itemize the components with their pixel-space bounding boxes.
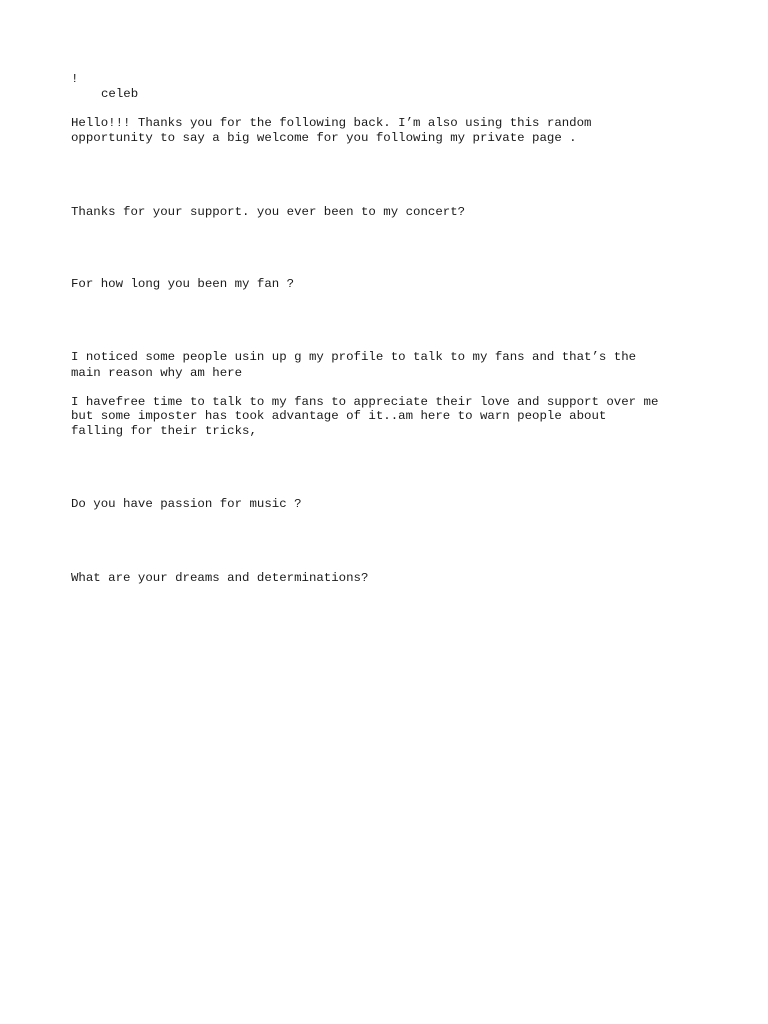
message-line: but some imposter has took advantage of it..am here to warn people about xyxy=(71,409,607,423)
message-line: What are your dreams and determinations? xyxy=(71,571,369,585)
message-line: I noticed some people usin up g my profile to talk to my fans and that’s the xyxy=(71,350,637,364)
header-mark: ! xyxy=(71,72,79,86)
message-line: main reason why am here xyxy=(71,366,243,380)
message-line: For how long you been my fan ? xyxy=(71,277,295,291)
message-line: Thanks for your support. you ever been to my concert? xyxy=(71,205,466,219)
message-line: I havefree time to talk to my fans to appreciate their love and support over me xyxy=(71,395,659,409)
sender-name: celeb xyxy=(101,87,139,101)
message-line: Hello!!! Thanks you for the following back. I’m also using this random xyxy=(71,116,592,130)
message-line: Do you have passion for music ? xyxy=(71,497,302,511)
message-line: falling for their tricks, xyxy=(71,424,257,438)
message-line: opportunity to say a big welcome for you following my private page . xyxy=(71,131,577,145)
